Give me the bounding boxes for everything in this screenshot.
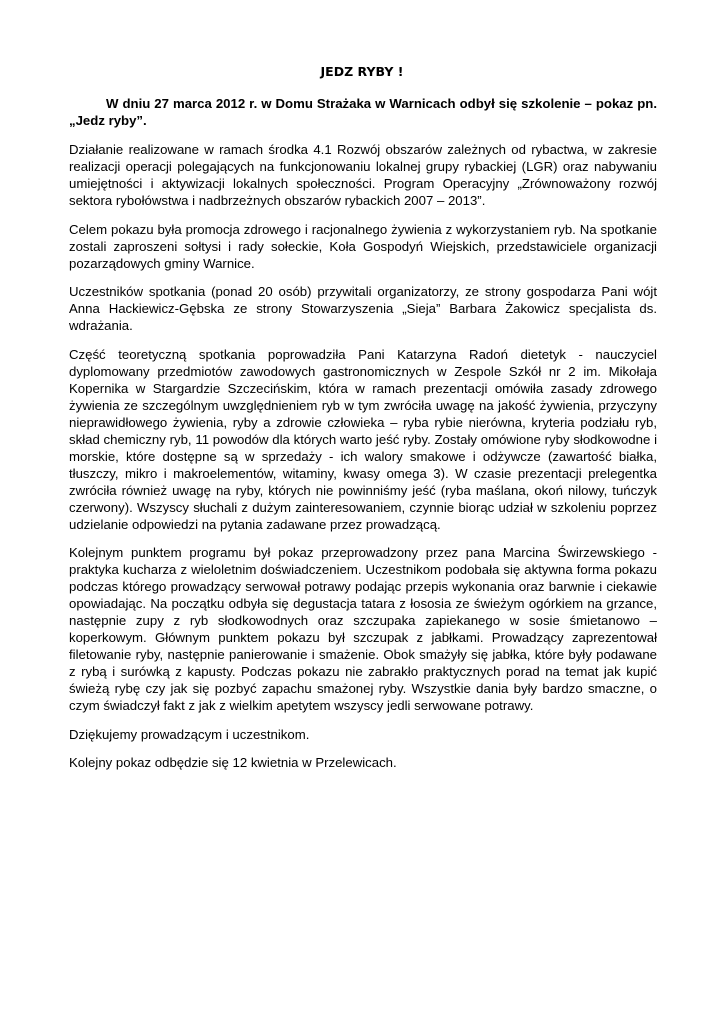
document-body bbox=[69, 95, 657, 783]
paragraph-thanks: Dziękujemy prowadzącym i uczestnikom. bbox=[69, 726, 310, 742]
lead-paragraph: W dniu 27 marca 2012 r. w Domu Strażaka w Warnicach odbył się szkolenie – pokaz pn. „Jedz ryby”. bbox=[69, 96, 657, 128]
document-title: JEDZ RYBY ! bbox=[320, 64, 404, 79]
paragraph-program: Działanie realizowane w ramach środka 4.1 Rozwój obszarów zależnych od rybactwa, w zakresie realizacji operacji polegających na funkcjonowaniu lokalnej grupy rybackiej (LGR) oraz nabywaniu umiejętności i aktywizacji lokalnych społeczności. Program Operacyjny „Zrównoważony rozwój sektora rybołówstwa i nadbrzeżnych obszarów rybackich 2007 – 2013”. bbox=[69, 142, 657, 208]
paragraph-theory: Część teoretyczną spotkania poprowadziła Pani Katarzyna Radoń dietetyk - nauczyciel dyplomowany przedmiotów zawodowych gastronomicznych w Zespole Szkół nr 2 im. Mikołaja Kopernika w Stargardzie Szczecińskim, która w ramach prezentacji omówiła zasady zdrowego żywienia ze szczególnym uwzględnieniem ryb w tym zwróciła uwagę na jakość żywienia, przyczyny nieprawidłowego żywienia, ryby a zdrowie człowieka – ryba rybie nierówna, kryteria podziału ryb, skład chemiczny ryb, 11 powodów dla których warto jeść ryby. Zostały omówione ryby słodkowodne i morskie, które dostępne są w sprzedaży - ich walory smakowe i odżywcze (zawartość białka, tłuszczy, mikro i makroelementów, witaminy, kwasy omega 3). W czasie prezentacji prelegentka zwróciła również uwagę na ryby, których nie powinniśmy jeść (ryba maślana, okoń nilowy, tuńczyk czerwony). Wszyscy słuchali z dużym zainteresowaniem, czynnie biorąc udział w szkoleniu poprzez udzielanie odpowiedzi na pytania zadawane przez prowadzącą. bbox=[69, 346, 657, 532]
paragraph-participants: Uczestników spotkania (ponad 20 osób) przywitali organizatorzy, ze strony gospodarza Pani wójt Anna Hackiewicz-Gębska ze strony Stowarzyszenia „Sieja” Barbara Żakowicz specjalista ds. wdrażania. bbox=[69, 284, 657, 333]
paragraph-cooking-show: Kolejnym punktem programu był pokaz przeprowadzony przez pana Marcina Świrzewskiego - praktyka kucharza z wieloletnim doświadczeniem. Uczestnikom podobała się aktywna forma pokazu podczas którego prowadzący serwował potrawy podając przepis wykonania oraz barwnie i ciekawie opowiadając. Na początku odbyła się degustacja tatara z łososia ze świeżym ogórkiem na grzance, następnie zupy z ryb słodkowodnych oraz szczupaka zapiekanego w sosie śmietanowo – koperkowym. Głównym punktem pokazu był szczupak z jabłkami. Prowadzący zaprezentował filetowanie ryby, następnie panierowanie i smażenie. Obok smażyły się jabłka, które były podawane z rybą i surówką z kapusty. Podczas pokazu nie zabrakło praktycznych porad na temat jak kupić świeżą rybę czy jak się pozbyć zapachu smażonej ryby. Wszystkie dania były bardzo smaczne, o czym świadczył fakt z jak z wielkim apetytem wszyscy jedli serwowane potrawy. bbox=[69, 545, 657, 713]
paragraph-goal: Celem pokazu była promocja zdrowego i racjonalnego żywienia z wykorzystaniem ryb. Na spotkanie zostali zaproszeni sołtysi i rady sołeckie, Koła Gospodyń Wiejskich, przedstawiciele organizacji pozarządowych gminy Warnice. bbox=[69, 221, 657, 271]
paragraph-next-event: Kolejny pokaz odbędzie się 12 kwietnia w Przelewicach. bbox=[69, 755, 397, 770]
